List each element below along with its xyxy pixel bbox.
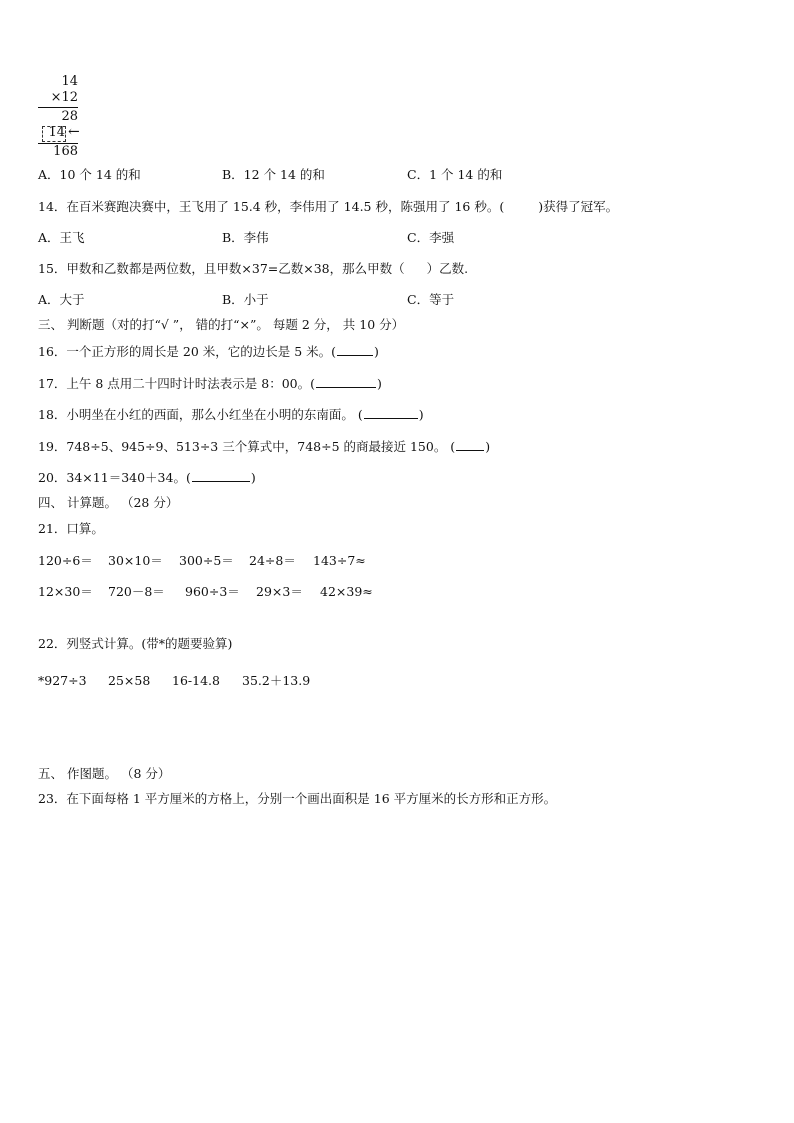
mult-result: 168 — [53, 144, 78, 159]
oral-calc: 300÷5＝ — [179, 553, 234, 568]
section-5-heading: 五、 作图题。 （8 分） — [38, 766, 171, 781]
oral-calc: 29×3＝ — [256, 584, 303, 599]
judge-item-18: 18．小明坐在小红的西面，那么小红坐在小明的东南面。 ( ) — [38, 407, 424, 422]
judge-19-blank[interactable] — [456, 438, 484, 451]
q14-option-c[interactable]: C．李强 — [407, 230, 455, 245]
q15-option-b[interactable]: B．小于 — [222, 292, 269, 307]
section-4-heading: 四、 计算题。 （28 分） — [38, 495, 179, 510]
oral-calc: 120÷6＝ — [38, 553, 93, 568]
q15-option-c[interactable]: C．等于 — [407, 292, 455, 307]
mult-partial-1: 28 — [61, 109, 78, 124]
judge-item-16: 16．一个正方形的周长是 20 米，它的边长是 5 米。( ) — [38, 344, 379, 359]
q15-option-a[interactable]: A．大于 — [38, 292, 85, 307]
mult-partial-2: 14 — [48, 125, 65, 140]
oral-calc: 30×10＝ — [108, 553, 163, 568]
mult-rule-1 — [38, 107, 78, 108]
oral-calc: 960÷3＝ — [185, 584, 240, 599]
vertical-calc-item: *927÷3 — [38, 673, 87, 688]
q14-question — [38, 199, 618, 215]
q13-option-c[interactable]: C．1 个 14 的和 — [407, 167, 503, 182]
oral-calc: 143÷7≈ — [313, 553, 366, 568]
judge-item-19: 19．748÷5、945÷9、513÷3 三个算式中，748÷5 的商最接近 150。 ( ) — [38, 439, 491, 454]
oral-calc: 720－8＝ — [108, 584, 165, 599]
q21-heading: 21．口算。 — [38, 521, 104, 536]
q15-question — [38, 261, 468, 277]
section-3-heading: 三、 判断题（对的打“√ ”， 错的打“×”。 每题 2 分， 共 10 分） — [38, 317, 405, 332]
vertical-calc-item: 25×58 — [108, 673, 151, 688]
vertical-calc-item: 35.2＋13.9 — [242, 673, 311, 688]
judge-17-blank[interactable] — [316, 375, 376, 388]
q13-option-b[interactable]: B．12 个 14 的和 — [222, 167, 325, 182]
oral-calc: 42×39≈ — [320, 584, 373, 599]
judge-16-blank[interactable] — [337, 343, 373, 356]
judge-20-blank[interactable] — [192, 469, 250, 482]
q14-text-end: )获得了冠军。 — [538, 199, 619, 214]
q14-option-a[interactable]: A．王飞 — [38, 230, 85, 245]
vertical-calc-item: 16-14.8 — [172, 673, 220, 688]
arrow-left-icon: ← — [68, 124, 80, 140]
judge-item-20: 20．34×11＝340＋34。( ) — [38, 470, 256, 485]
judge-18-blank[interactable] — [364, 406, 418, 419]
mult-top-number: 14 — [61, 74, 78, 89]
oral-calc: 12×30＝ — [38, 584, 93, 599]
mult-multiplier: ×12 — [50, 90, 78, 105]
judge-item-17: 17．上午 8 点用二十四时计时法表示是 8：00。( ) — [38, 376, 382, 391]
q14-text: 14．在百米赛跑决赛中，王飞用了 15.4 秒，李伟用了 14.5 秒，陈强用了 16 秒。( — [38, 199, 505, 214]
q15-text-end: ）乙数. — [426, 261, 469, 276]
q15-text: 15．甲数和乙数都是两位数，且甲数×37=乙数×38，那么甲数（ — [38, 261, 405, 276]
q22-heading: 22．列竖式计算。(带*的题要验算) — [38, 636, 233, 651]
q14-option-b[interactable]: B．李伟 — [222, 230, 269, 245]
q13-option-a[interactable]: A．10 个 14 的和 — [38, 167, 141, 182]
q23-question: 23．在下面每格 1 平方厘米的方格上，分别一个画出面积是 16 平方厘米的长方形和正方形。 — [38, 791, 557, 806]
oral-calc: 24÷8＝ — [249, 553, 296, 568]
